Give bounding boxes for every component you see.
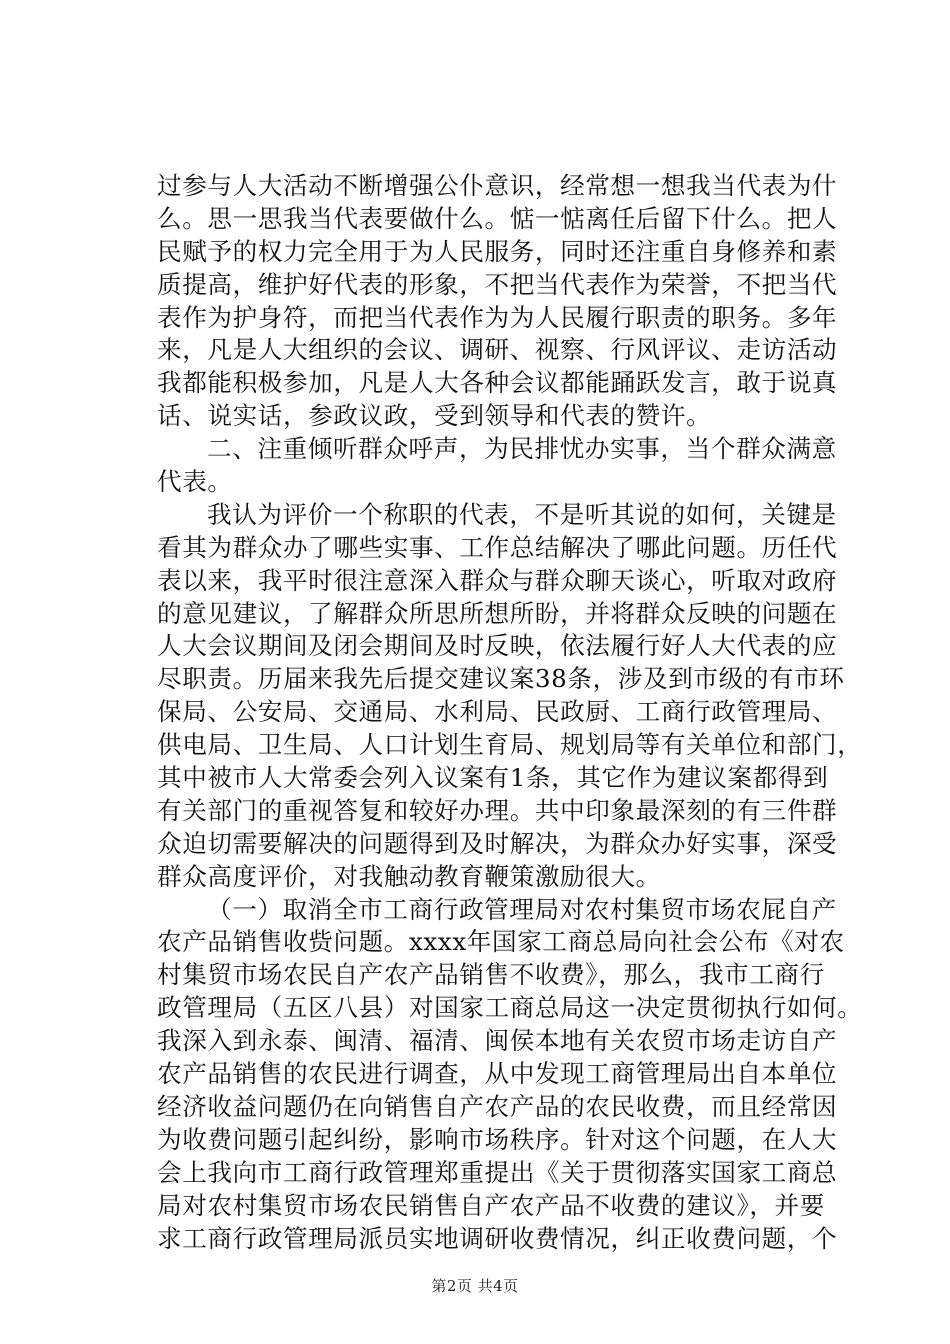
text-line: 会上我向市工商行政管理郑重提出《关于贯彻落实国家工商总 xyxy=(157,1157,838,1187)
text-line: 看其为群众办了哪些实事、工作总结解决了哪此问题。历任代 xyxy=(157,532,838,562)
document-body xyxy=(157,170,863,1255)
text-line: 二、注重倾听群众呼声，为民排忧办实事，当个群众满意 xyxy=(207,434,837,464)
text-line: 农产品销售的农民进行调查，从中发现工商管理局出自本单位 xyxy=(157,1059,838,1089)
text-line: 经济收益问题仍在向销售自产农产品的农民收费，而且经常因 xyxy=(157,1091,838,1121)
text-line: 质提高，维护好代表的形象，不把当代表作为荣誉，不把当代 xyxy=(157,269,838,299)
text-line: 我认为评价一个称职的代表，不是听其说的如何，关键是 xyxy=(207,499,837,529)
text-line: 局对农村集贸市场农民销售自产农产品不收费的建议》，并要 xyxy=(157,1190,825,1220)
text-line: 保局、公安局、交通局、水利局、民政厨、工商行政管理局、 xyxy=(157,697,838,727)
text-line: 尽职责。历届来我先后提交建议案38条，涉及到市级的有市环 xyxy=(157,664,845,694)
text-line: （一）取消全市工商行政管理局对农村集贸市场农屁自产 xyxy=(207,894,837,924)
text-line: 求工商行政管理局派员实地调研收费情况，纠正收费问题，个 xyxy=(157,1223,838,1253)
text-line: 群众高度评价，对我触动教育鞭策激励很大。 xyxy=(157,861,661,891)
text-line: 人大会议期间及闭会期间及时反映，依法履行好人大代表的应 xyxy=(157,631,838,661)
text-line: 民赋予的权力完全用于为人民服务，同时还注重自身修养和素 xyxy=(157,236,838,266)
paragraph xyxy=(157,499,863,894)
paragraph xyxy=(157,894,863,1256)
text-line: 农产品销售收赀问题。xxxx年国家工商总局向社会公布《对农 xyxy=(157,927,845,957)
text-line: 村集贸市场农民自产农产品销售不收费》，那么，我市工商行 xyxy=(157,960,825,990)
paragraph xyxy=(157,433,837,499)
text-line: 我深入到永泰、闽清、福清、闽侯本地有关农贸市场走访自产 xyxy=(157,1026,838,1056)
text-line: 来，凡是人大组织的会议、调研、视察、行风评议、走访活动 xyxy=(157,335,838,365)
text-line: 其中被市人大常委会列入议案有1条，其它作为建议案都得到 xyxy=(157,763,829,793)
paragraph xyxy=(157,170,838,433)
text-line: 过参与人大活动不断增强公仆意识，经常想一想我当代表为什 xyxy=(157,171,838,200)
text-line: 么。思一思我当代表要做什么。惦一惦离任后留下什么。把人 xyxy=(157,203,838,233)
text-line: 表以来，我平时很注意深入群众与群众聊天谈心，听取对政府 xyxy=(157,565,838,595)
text-line: 代表。 xyxy=(157,467,233,497)
text-line: 有关部门的重视答复和较好办理。共中印象最深刻的有三件群 xyxy=(157,795,838,825)
text-line: 我都能积极参加，凡是人大各种会议都能踊跃发言，敢于说真 xyxy=(157,368,838,398)
page-number-footer: 第2页 共4页 xyxy=(431,1277,519,1295)
text-line: 为收费问题引起纠纷，影响市场秩序。针对这个问题，在人大 xyxy=(157,1124,838,1154)
text-line: 表作为护身符，而把当代表作为为人民履行职责的职务。多年 xyxy=(157,302,838,332)
text-line: 众迫切需要解决的问题得到及时解决，为群众办好实事，深受 xyxy=(157,828,838,858)
text-line: 供电局、卫生局、人口计划生育局、规划局等有关单位和部门， xyxy=(157,730,863,760)
text-line: 话、说实话，参政议政，受到领导和代表的赞许。 xyxy=(157,401,712,431)
text-line: 政管理局（五区八县）对国家工商总局这一决定贯彻执行如何。 xyxy=(157,993,863,1023)
text-line: 的意见建议，了解群众所思所想所盼，并将群众反映的问题在 xyxy=(157,598,838,628)
